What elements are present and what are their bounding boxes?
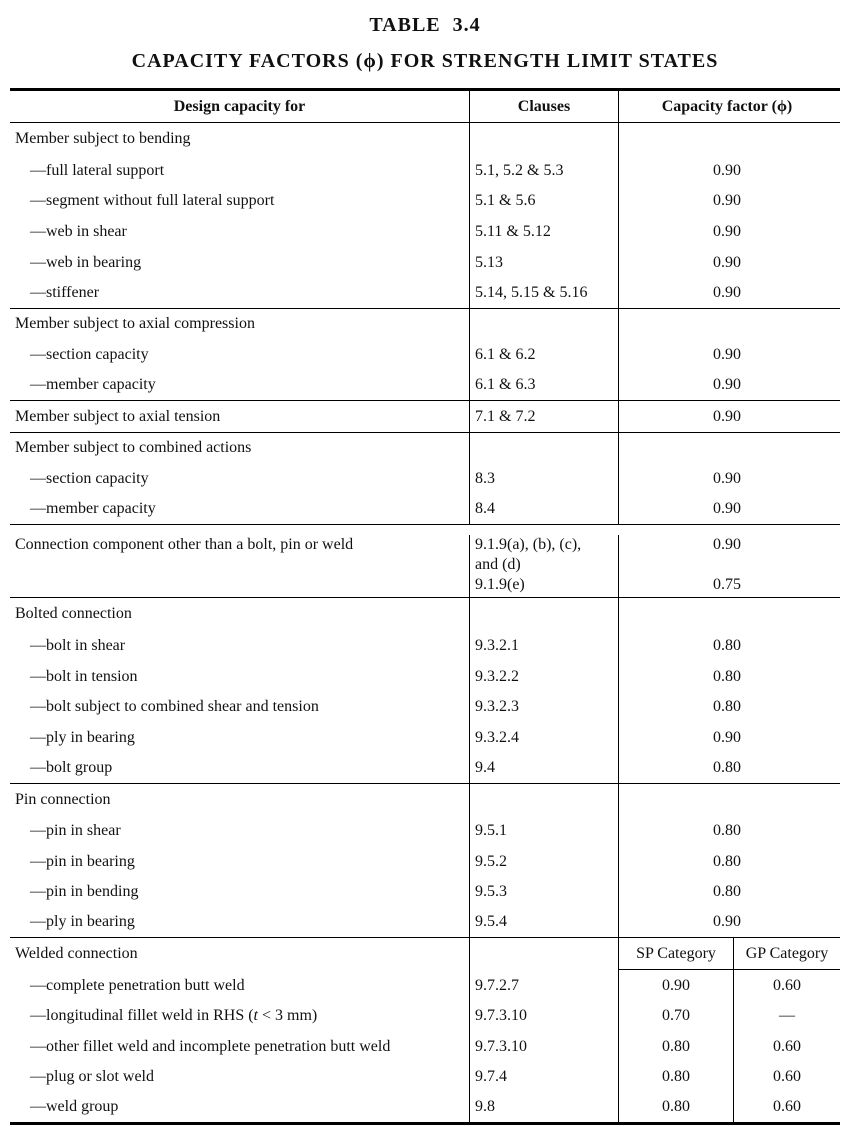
row-clause: 5.1, 5.2 & 5.3 [469,155,618,186]
capacity-factors-table [10,88,840,1125]
table-row [10,463,840,494]
row-item: —web in shear [30,223,127,240]
table-row [10,155,840,186]
header-gp-category: GP Category [733,938,840,970]
row-item: —ply in bearing [30,729,135,746]
group-row-bolted [10,597,840,630]
row-factor: 0.90 [618,216,840,247]
table-row [10,1062,840,1092]
row-item: —pin in bearing [30,853,135,870]
factor-line: 0.90 [713,536,741,553]
group-label: Connection component other than a bolt, pin or weld [15,536,354,553]
row-clause: 7.1 & 7.2 [469,401,618,432]
table-row [10,630,840,661]
row-factor: 0.80 [618,846,840,877]
row-factor: 0.90 [618,494,840,524]
group-label: Member subject to combined actions [15,439,252,456]
row-clause: 9.7.2.7 [469,970,618,1001]
row-clause: 6.1 & 6.3 [469,370,618,400]
row-item: —weld group [30,1098,119,1115]
row-item: —section capacity [30,346,149,363]
row-factor: 0.80 [618,661,840,692]
row-sp-factor: 0.90 [618,970,733,1001]
row-factor: 0.90 [618,339,840,370]
group-label: Member subject to axial tension [15,408,221,425]
row-factor: 0.90 [618,186,840,216]
table-row [10,247,840,278]
row-item: —ply in bearing [30,913,135,930]
row-item: —member capacity [30,376,156,393]
group-row-compression [10,308,840,339]
row-sp-factor: 0.80 [618,1031,733,1062]
row-clause: 9.7.3.10 [469,1001,618,1031]
row-item: —stiffener [30,284,100,301]
table-row [10,1001,840,1031]
row-item: —section capacity [30,470,149,487]
row-clause: 9.5.1 [469,816,618,846]
row-clause: 8.4 [469,494,618,524]
row-sp-factor: 0.80 [618,1092,733,1122]
header-capacity-factor: Capacity factor (ϕ) [618,91,840,122]
row-clause: 5.13 [469,247,618,278]
row-factor: 0.80 [618,753,840,783]
row-item: —pin in bending [30,883,139,900]
row-gp-factor: 0.60 [733,1062,840,1092]
row-factor: 0.80 [618,877,840,907]
table-row [10,370,840,400]
row-item: —bolt in tension [30,668,138,685]
row-item: —longitudinal fillet weld in RHS (t < 3 mm) [30,1007,318,1024]
row-item: —pin in shear [30,822,121,839]
table-row [10,970,840,1001]
row-gp-factor: 0.60 [733,1031,840,1062]
factor-line: 0.75 [713,576,741,593]
row-item: —segment without full lateral support [30,192,275,209]
group-label: Member subject to axial compression [15,315,255,332]
header-design-capacity: Design capacity for [173,98,306,115]
group-label: Pin connection [15,791,111,808]
table-row [10,753,840,783]
row-item: —bolt in shear [30,637,126,654]
row-item: —complete penetration butt weld [30,977,245,994]
row-gp-factor: 0.60 [733,1092,840,1122]
table-row [10,907,840,937]
row-clause: 5.14, 5.15 & 5.16 [469,278,618,308]
row-factor: 0.90 [618,401,840,432]
row-factor [618,535,840,597]
table-row [10,1031,840,1062]
row-factor: 0.90 [618,247,840,278]
row-factor: 0.80 [618,816,840,846]
row-factor: 0.90 [618,155,840,186]
table-row [10,846,840,877]
group-row-combined [10,432,840,463]
row-clause: 9.3.2.3 [469,692,618,722]
row-sp-factor: 0.70 [618,1001,733,1031]
header-clauses: Clauses [469,91,618,122]
row-item: —other fillet weld and incomplete penetration butt weld [30,1038,391,1055]
row-clause: 9.3.2.4 [469,722,618,753]
group-row-bending [10,123,840,155]
table-row [10,216,840,247]
row-item: —bolt group [30,759,113,776]
table-row [10,494,840,524]
row-item: —member capacity [30,500,156,517]
row-factor: 0.80 [618,630,840,661]
header-sp-category: SP Category [618,938,733,970]
row-clause: 6.1 & 6.2 [469,339,618,370]
row-clause: 9.8 [469,1092,618,1122]
row-sp-factor: 0.80 [618,1062,733,1092]
row-item: —full lateral support [30,162,165,179]
row-clause [469,535,618,597]
row-factor: 0.90 [618,463,840,494]
row-clause: 9.4 [469,753,618,783]
clause-line: 9.1.9(a), (b), (c), [475,536,582,553]
group-label: Member subject to bending [15,130,191,147]
clause-line: 9.1.9(e) [475,576,525,593]
row-factor: 0.90 [618,278,840,308]
group-row-tension [10,400,840,432]
row-clause: 5.11 & 5.12 [469,216,618,247]
table-row [10,722,840,753]
row-item: —web in bearing [30,254,142,271]
row-clause: 9.3.2.1 [469,630,618,661]
row-item: —plug or slot weld [30,1068,154,1085]
table-row [10,278,840,308]
group-row-connection-component [10,524,840,597]
table-title: CAPACITY FACTORS (ϕ) FOR STRENGTH LIMIT STATES [131,50,719,72]
row-gp-factor: 0.60 [733,970,840,1001]
table-row [10,339,840,370]
group-row-pin [10,783,840,816]
table-row [10,661,840,692]
row-gp-factor: — [733,1001,840,1031]
row-factor: 0.90 [618,907,840,937]
table-row [10,186,840,216]
row-clause: 8.3 [469,463,618,494]
table-row [10,877,840,907]
clause-line: and (d) [475,556,521,573]
row-clause: 9.7.4 [469,1062,618,1092]
row-factor: 0.80 [618,692,840,722]
table-row [10,692,840,722]
table-header-row [10,91,840,123]
row-factor: 0.90 [618,370,840,400]
row-clause: 9.5.2 [469,846,618,877]
table-row [10,816,840,846]
row-item: —bolt subject to combined shear and tension [30,698,319,715]
group-label: Bolted connection [15,605,132,622]
row-clause: 9.3.2.2 [469,661,618,692]
group-label: Welded connection [15,945,138,962]
group-row-welded [10,937,840,970]
table-number: TABLE 3.4 [369,14,481,36]
row-clause: 9.5.3 [469,877,618,907]
row-clause: 5.1 & 5.6 [469,186,618,216]
table-row [10,1092,840,1122]
row-factor: 0.90 [618,722,840,753]
row-clause: 9.7.3.10 [469,1031,618,1062]
row-clause: 9.5.4 [469,907,618,937]
